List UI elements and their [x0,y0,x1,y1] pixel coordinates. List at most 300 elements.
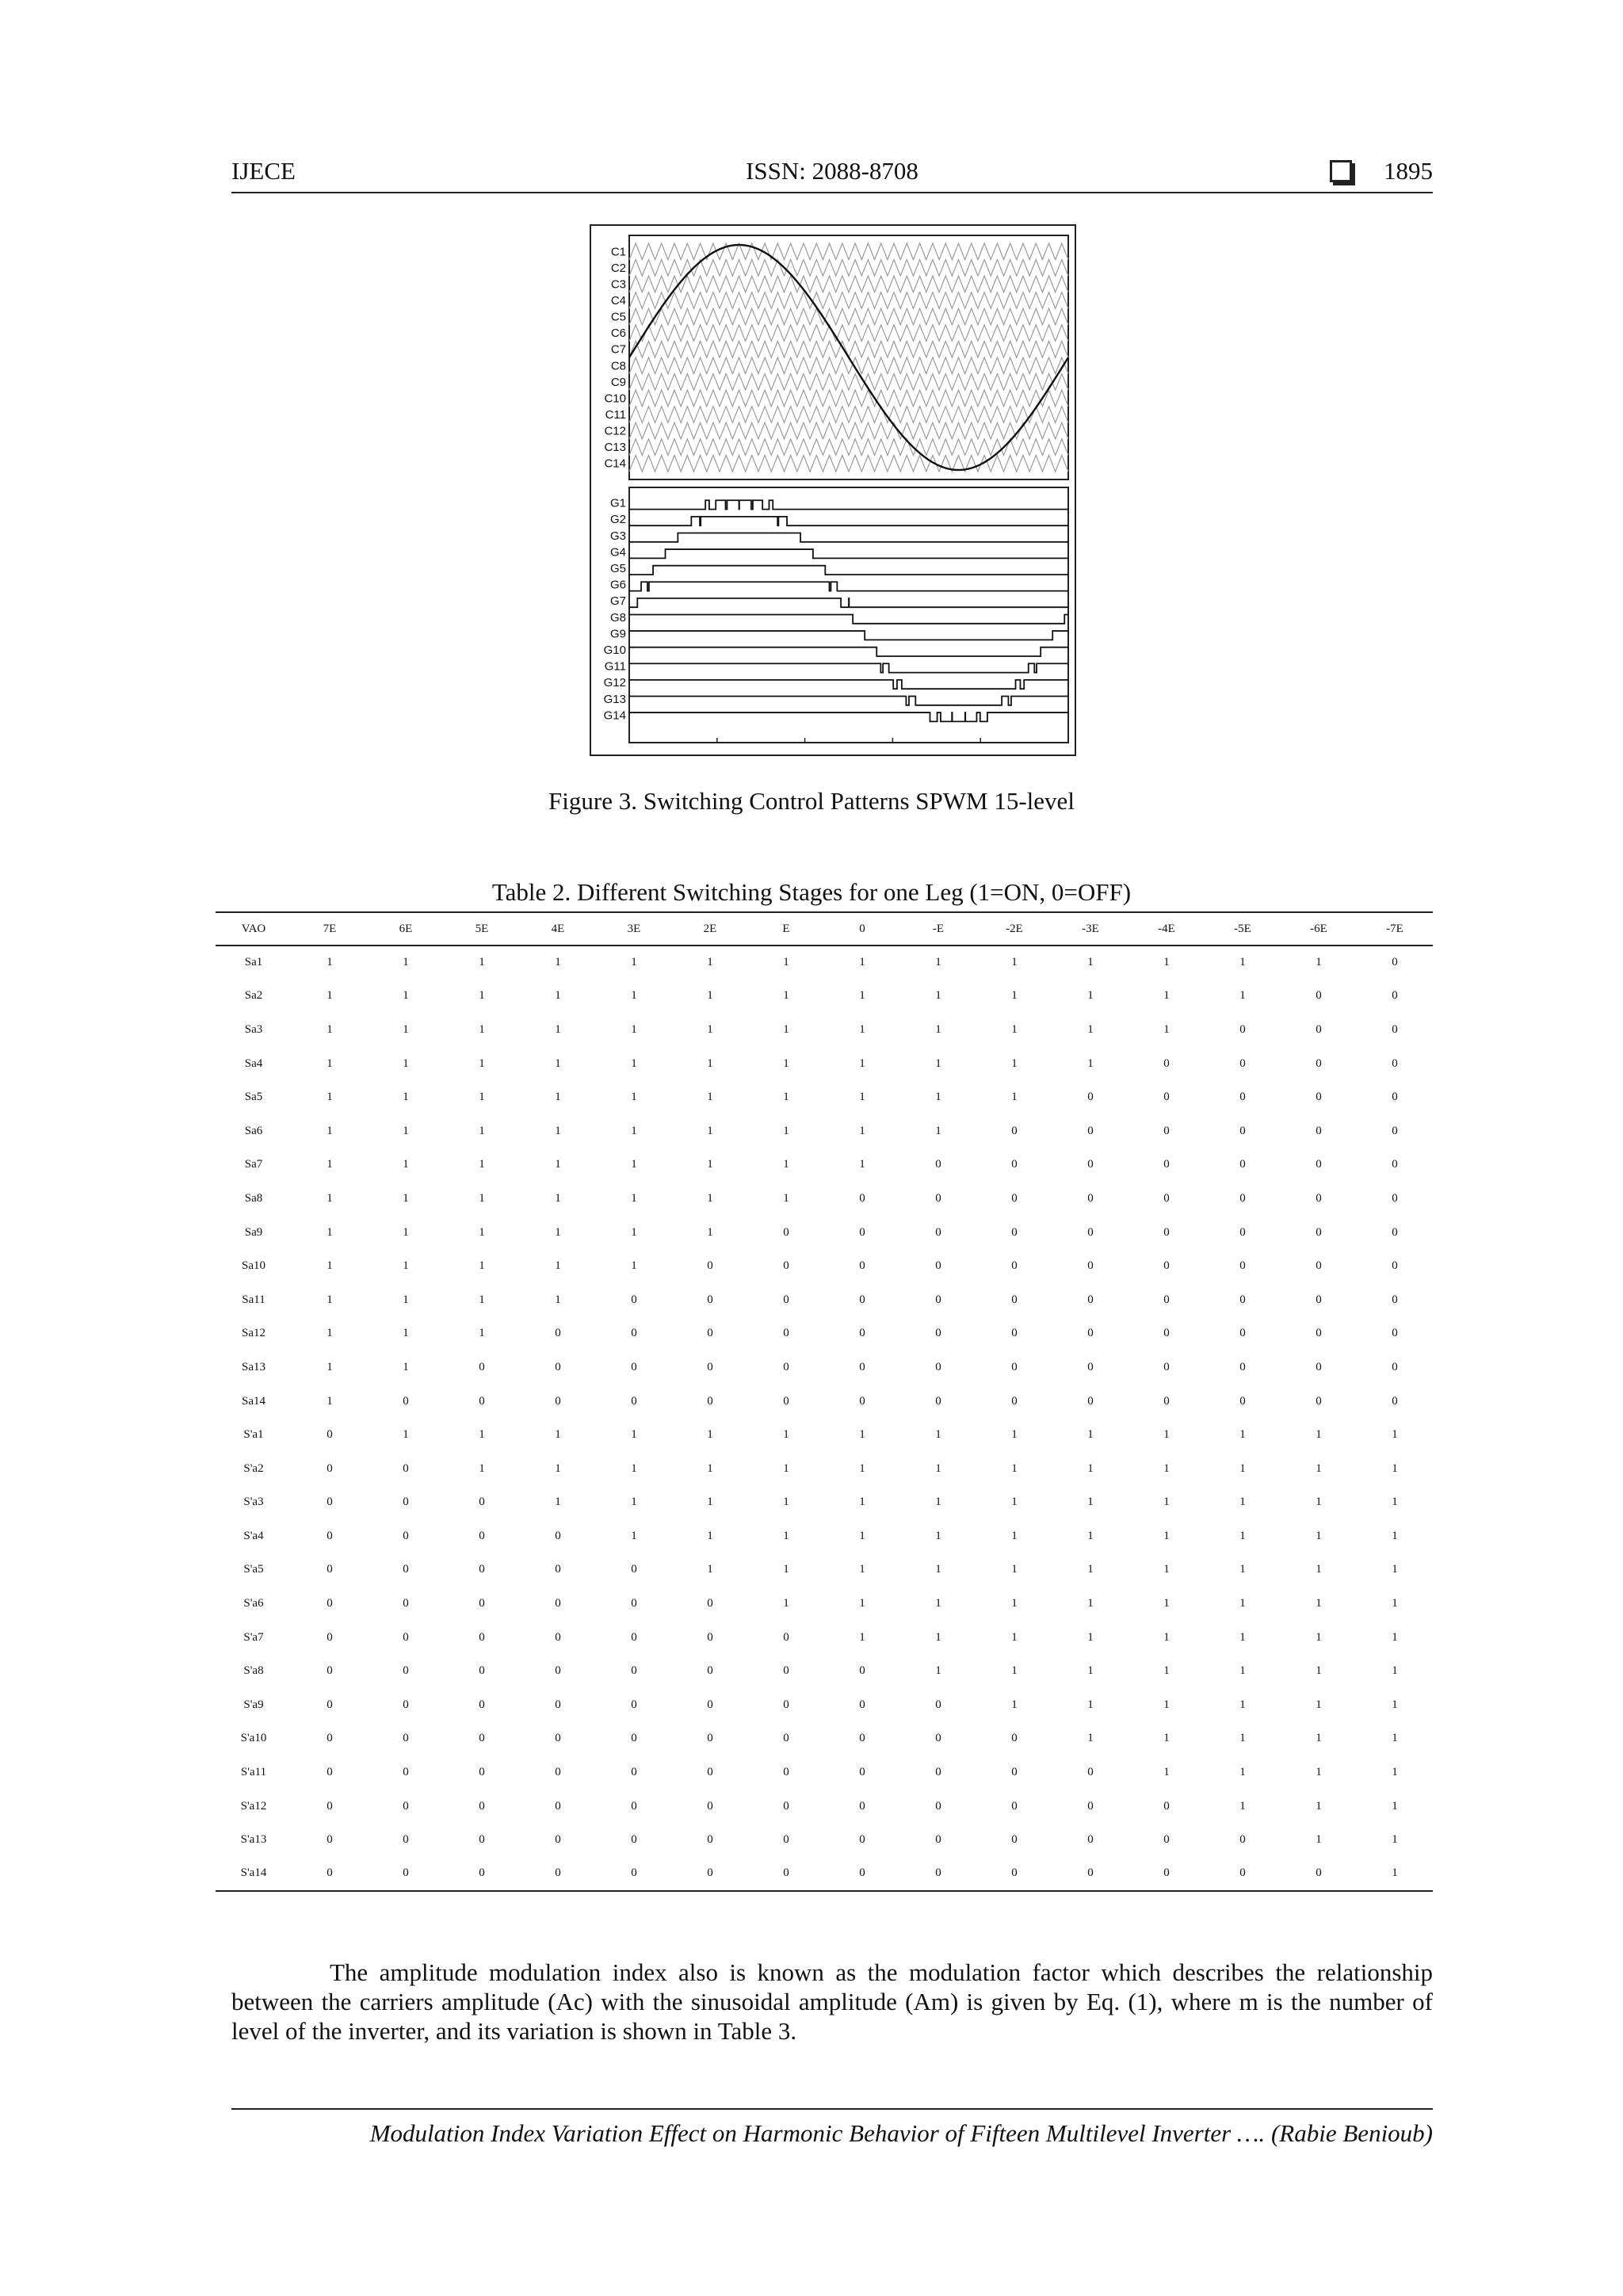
table-cell: 0 [327,1428,333,1442]
table-cell: 0 [1163,1191,1170,1205]
table-cell: 1 [327,1022,333,1036]
row-label: Sa12 [242,1327,265,1340]
table-row [216,1587,1433,1621]
table-cell: 1 [1392,1664,1398,1678]
table-cell: 0 [707,1293,713,1306]
table-cell: 1 [707,989,713,1003]
table-cell: 0 [1392,1022,1398,1036]
table-cell: 0 [783,1732,789,1745]
table-cell: 1 [1163,1766,1170,1779]
table-cell: 1 [479,1327,485,1340]
table-row [216,1857,1433,1891]
table-cell: 0 [403,1597,409,1610]
table-row [216,1452,1433,1486]
table-cell: 1 [327,1327,333,1340]
table-cell: 0 [935,1732,941,1745]
table-body [216,946,1433,1891]
table-cell: 1 [935,1091,941,1104]
table-cell: 0 [859,1732,865,1745]
table-cell: 1 [327,1091,333,1104]
table-cell: 1 [555,1461,561,1475]
table-cell: 1 [1392,1496,1398,1509]
table-cell: 1 [631,1529,637,1542]
table-cell: 0 [1392,1091,1398,1104]
table-cell: 1 [1011,1461,1018,1475]
table-cell: 1 [555,1259,561,1273]
table-row [216,1654,1433,1688]
table-cell: 1 [1011,1056,1018,1070]
table-cell: 1 [631,1124,637,1137]
carrier-label: C9 [610,375,626,389]
table-cell: 1 [707,1158,713,1171]
table-cell: 0 [1011,1394,1018,1408]
table-cell: 1 [1011,1022,1018,1036]
table-row [216,1621,1433,1655]
table-cell: 1 [1087,1461,1094,1475]
footer-text: Modulation Index Variation Effect on Harmonic Behavior of Fifteen Multilevel Inverter …. (Rabie Benioub) [369,2119,1433,2147]
table-cell: 0 [327,1866,333,1880]
table-cell: 1 [783,989,789,1003]
table-cell: 1 [1163,1563,1170,1576]
table-cell: 1 [935,1630,941,1644]
table-cell: 0 [707,1597,713,1610]
table-cell: 1 [1316,1630,1322,1644]
table-cell: 0 [1239,1056,1246,1070]
table-cell: 0 [935,1327,941,1340]
table-cell: 0 [1316,1293,1322,1306]
row-label: Sa14 [242,1394,265,1408]
table-cell: 0 [555,1799,561,1813]
gate-label: G3 [609,529,626,543]
table-cell: 0 [479,1360,485,1373]
row-label: S'a8 [243,1664,264,1678]
table-cell: 1 [403,1022,409,1036]
table-cell: 0 [479,1732,485,1745]
table-cell: 0 [935,1158,941,1171]
table-cell: 0 [707,1394,713,1408]
table-cell: 1 [783,1597,789,1610]
table-cell: 0 [1087,1327,1094,1340]
table-cell: 1 [859,1496,865,1509]
table-cell: 0 [327,1799,333,1813]
table-cell: 0 [783,1833,789,1847]
gate-label: G12 [603,676,626,690]
table-cell: 0 [1392,1225,1398,1239]
table-cell: 0 [631,1630,637,1644]
table-row [216,946,1433,980]
table-cell: 0 [1011,1191,1018,1205]
carrier-label: C6 [610,327,626,341]
table-cell: 1 [631,956,637,969]
table-cell: 1 [1239,1428,1246,1442]
table-cell: 0 [1316,1360,1322,1373]
table-cell: 1 [859,1461,865,1475]
table-cell: 0 [935,1833,941,1847]
table-cell: 1 [327,1056,333,1070]
table-cell: 1 [707,1191,713,1205]
table-cell: 1 [783,1056,789,1070]
table-cell: 1 [1163,1529,1170,1542]
table-cell: 1 [631,1022,637,1036]
table-cell: 0 [1392,956,1398,969]
table-cell: 1 [935,1022,941,1036]
table-row [216,1013,1433,1047]
table-cell: 1 [1163,1428,1170,1442]
row-label: Sa13 [242,1360,265,1373]
table-cell: 1 [1163,1597,1170,1610]
table-cell: 1 [1163,1496,1170,1509]
table-cell: 0 [1316,1259,1322,1273]
table-cell: 1 [1392,1732,1398,1745]
table-cell: 1 [1392,1698,1398,1711]
table-cell: 0 [707,1360,713,1373]
table-cell: 0 [555,1664,561,1678]
table-cell: 1 [1392,1799,1398,1813]
table-cell: 0 [327,1630,333,1644]
gate-label: G11 [604,659,626,674]
carrier-label: C7 [610,342,626,357]
table-cell: 1 [479,989,485,1003]
table-cell: 0 [327,1597,333,1610]
gate-label: G4 [609,545,626,560]
table-cell: 0 [1163,1293,1170,1306]
table-cell: 1 [783,1158,789,1171]
table-cell: 1 [859,956,865,969]
table-cell: 1 [479,1022,485,1036]
table-cell: 0 [1392,1056,1398,1070]
table-cell: 0 [1011,1866,1018,1880]
table-cell: 0 [1239,1394,1246,1408]
table-cell: 0 [1163,1091,1170,1104]
table-cell: 1 [1316,1766,1322,1779]
table-cell: 0 [327,1732,333,1745]
table-cell: 0 [859,1327,865,1340]
table-cell: 1 [1392,1461,1398,1475]
column-header: 6E [399,922,413,935]
table-cell: 0 [631,1664,637,1678]
table-cell: 1 [859,1091,865,1104]
table-cell: 0 [403,1766,409,1779]
row-label: S'a14 [240,1866,267,1880]
table-cell: 1 [1316,1799,1322,1813]
row-label: S'a6 [243,1597,264,1610]
table-cell: 0 [479,1529,485,1542]
page-footer [231,2108,1433,2148]
table-cell: 1 [859,1124,865,1137]
table-cell: 1 [1011,1563,1018,1576]
table-cell: 0 [707,1664,713,1678]
table-cell: 0 [403,1461,409,1475]
table-cell: 0 [631,1732,637,1745]
table-cell: 0 [631,1394,637,1408]
table-cell: 0 [707,1799,713,1813]
table-cell: 1 [783,1428,789,1442]
table-cell: 1 [403,1158,409,1171]
table-cell: 1 [1316,1664,1322,1678]
table-cell: 0 [1087,1833,1094,1847]
table-cell: 0 [479,1766,485,1779]
table-cell: 1 [555,1056,561,1070]
table-cell: 1 [1011,1630,1018,1644]
table-cell: 1 [327,1259,333,1273]
row-label: S'a2 [243,1461,264,1475]
column-header: -2E [1006,922,1023,935]
table-row [216,1722,1433,1756]
table-cell: 0 [1316,1022,1322,1036]
table-cell: 1 [403,1056,409,1070]
table-cell: 1 [1316,956,1322,969]
table-cell: 1 [555,1496,561,1509]
table-cell: 0 [859,1766,865,1779]
column-header: -6E [1310,922,1327,935]
table-cell: 0 [1392,1360,1398,1373]
table-cell: 0 [1239,1091,1246,1104]
table-cell: 0 [859,1225,865,1239]
table-cell: 0 [479,1496,485,1509]
table-cell: 1 [1239,1597,1246,1610]
table-cell: 1 [935,1664,941,1678]
table-cell: 1 [555,1293,561,1306]
table-cell: 1 [935,1496,941,1509]
table-cell: 1 [1087,1630,1094,1644]
table-cell: 1 [1087,1732,1094,1745]
column-header: -5E [1234,922,1251,935]
table-cell: 0 [1163,1124,1170,1137]
table-cell: 1 [327,1360,333,1373]
carrier-label: C1 [610,245,626,259]
table-cell: 1 [783,956,789,969]
table-row [216,1519,1433,1553]
table-cell: 0 [935,1698,941,1711]
table-cell: 0 [479,1630,485,1644]
table-cell: 1 [403,1091,409,1104]
table-cell: 0 [1239,1833,1246,1847]
table-cell: 0 [631,1597,637,1610]
table-row [216,1283,1433,1317]
table-cell: 0 [1011,1293,1018,1306]
table-cell: 0 [935,1799,941,1813]
table-cell: 0 [935,1360,941,1373]
table-cell: 0 [1163,1158,1170,1171]
table-cell: 1 [327,1394,333,1408]
table-cell: 1 [1011,989,1018,1003]
table-row [216,1047,1433,1081]
table-cell: 1 [479,1091,485,1104]
table-cell: 1 [403,1259,409,1273]
table-cell: 0 [403,1732,409,1745]
table-cell: 0 [403,1664,409,1678]
table-cell: 1 [631,1056,637,1070]
table-cell: 0 [859,1664,865,1678]
table-cell: 0 [555,1766,561,1779]
table-cell: 1 [783,1191,789,1205]
table-row [216,1688,1433,1722]
row-label: S'a1 [243,1428,264,1442]
table-cell: 1 [707,1461,713,1475]
table-cell: 1 [555,1191,561,1205]
table-cell: 1 [555,1091,561,1104]
table-cell: 1 [707,1225,713,1239]
table-cell: 1 [783,1091,789,1104]
table-row [216,1418,1433,1452]
row-label: S'a11 [240,1766,267,1779]
table-cell: 1 [1392,1866,1398,1880]
table-cell: 1 [631,1259,637,1273]
table-row [216,1080,1433,1114]
table-cell: 1 [555,1428,561,1442]
row-label: S'a9 [243,1698,264,1711]
table-cell: 1 [1087,1428,1094,1442]
carrier-label: C14 [604,457,626,471]
table-cell: 0 [1011,1360,1018,1373]
row-label: S'a3 [243,1496,264,1509]
table-cell: 1 [1087,1529,1094,1542]
table-cell: 1 [1392,1428,1398,1442]
table-cell: 1 [479,1293,485,1306]
table-cell: 1 [327,1293,333,1306]
table-cell: 1 [1392,1597,1398,1610]
table-cell: 0 [403,1630,409,1644]
table-cell: 1 [935,1563,941,1576]
table-cell: 1 [1163,989,1170,1003]
table-cell: 0 [1087,1394,1094,1408]
table-cell: 0 [783,1360,789,1373]
table-cell: 0 [631,1799,637,1813]
table-cell: 1 [935,1529,941,1542]
table-cell: 1 [327,989,333,1003]
table-cell: 0 [783,1799,789,1813]
table-cell: 1 [1392,1630,1398,1644]
table-cell: 1 [403,1124,409,1137]
table-cell: 0 [1239,1259,1246,1273]
table-cell: 1 [631,1091,637,1104]
table-cell: 0 [1316,989,1322,1003]
table-cell: 0 [631,1866,637,1880]
table-cell: 0 [631,1293,637,1306]
table-cell: 1 [783,1496,789,1509]
table-cell: 0 [555,1394,561,1408]
table-cell: 1 [1239,1766,1246,1779]
table-cell: 1 [403,1191,409,1205]
table-cell: 1 [1163,1022,1170,1036]
table-cell: 0 [783,1259,789,1273]
table-cell: 0 [783,1664,789,1678]
table-cell: 1 [479,1428,485,1442]
table-cell: 0 [555,1360,561,1373]
table-cell: 1 [783,1022,789,1036]
table-cell: 0 [1392,1259,1398,1273]
table-cell: 1 [1011,1664,1018,1678]
table-header-row [216,912,1433,946]
table-cell: 1 [479,1259,485,1273]
table-cell: 0 [859,1799,865,1813]
row-label: S'a7 [243,1630,264,1644]
table-cell: 1 [1011,1597,1018,1610]
gate-label: G7 [609,594,626,609]
table-cell: 0 [1239,1866,1246,1880]
table-cell: 1 [935,1056,941,1070]
table-cell: 0 [1239,1327,1246,1340]
table-cell: 1 [1087,1563,1094,1576]
table-cell: 1 [1087,956,1094,969]
table-cell: 0 [1316,1225,1322,1239]
table-cell: 0 [1087,1191,1094,1205]
table-cell: 0 [783,1293,789,1306]
column-header: 7E [323,922,337,935]
table-cell: 0 [631,1698,637,1711]
table-cell: 1 [1239,1461,1246,1475]
table-cell: 0 [707,1327,713,1340]
table-cell: 0 [327,1664,333,1678]
table-cell: 1 [479,1056,485,1070]
table-cell: 1 [1392,1529,1398,1542]
table-cell: 0 [707,1866,713,1880]
table-cell: 0 [783,1630,789,1644]
table-cell: 0 [327,1529,333,1542]
table-cell: 0 [1239,1158,1246,1171]
table-row [216,1216,1433,1250]
column-header: -4E [1158,922,1175,935]
table-cell: 0 [403,1799,409,1813]
table-cell: 0 [327,1461,333,1475]
table-cell: 1 [1316,1698,1322,1711]
table-cell: 0 [1087,1866,1094,1880]
table-cell: 0 [859,1360,865,1373]
table-cell: 0 [479,1563,485,1576]
table-cell: 1 [327,1225,333,1239]
table-cell: 1 [859,989,865,1003]
column-header: VAO [241,922,266,935]
table-cell: 0 [555,1630,561,1644]
table-cell: 0 [1392,1327,1398,1340]
table-cell: 0 [327,1833,333,1847]
table-cell: 1 [555,1225,561,1239]
table-cell: 1 [935,1428,941,1442]
table-cell: 1 [859,1597,865,1610]
table-cell: 1 [1163,1664,1170,1678]
table-cell: 0 [1087,1158,1094,1171]
gate-label: G5 [609,562,626,575]
table-cell: 0 [555,1732,561,1745]
table-cell: 1 [1316,1461,1322,1475]
table-cell: 1 [327,1124,333,1137]
table-row [216,1317,1433,1351]
table-cell: 0 [327,1698,333,1711]
row-label: S'a13 [240,1833,267,1847]
table-cell: 0 [859,1259,865,1273]
table-cell: 0 [859,1698,865,1711]
table-cell: 1 [1239,1664,1246,1678]
table-cell: 1 [479,1225,485,1239]
table-cell: 0 [1087,1293,1094,1306]
table-cell: 0 [403,1698,409,1711]
table-cell: 1 [479,1158,485,1171]
column-header: E [782,922,790,935]
table-cell: 1 [1392,1563,1398,1576]
table-cell: 1 [555,1124,561,1137]
table-cell: 1 [707,1056,713,1070]
paragraph-text: The amplitude modulation index also is known as the modulation factor which describes the relationship between the carriers amplitude (Ac) with the sinusoidal amplitude (Am) is given by Eq. (1), where m is the number of level of the inverter, and its variation is shown in Table 3. [231,1958,1433,2046]
table-row [216,1114,1433,1148]
row-label: Sa4 [244,1056,263,1070]
table-cell: 1 [859,1056,865,1070]
table-cell: 1 [707,956,713,969]
square-bullet-icon [1330,160,1352,182]
table-cell: 1 [1163,1461,1170,1475]
table-cell: 1 [1392,1833,1398,1847]
table-cell: 1 [403,1428,409,1442]
table-cell: 0 [707,1833,713,1847]
